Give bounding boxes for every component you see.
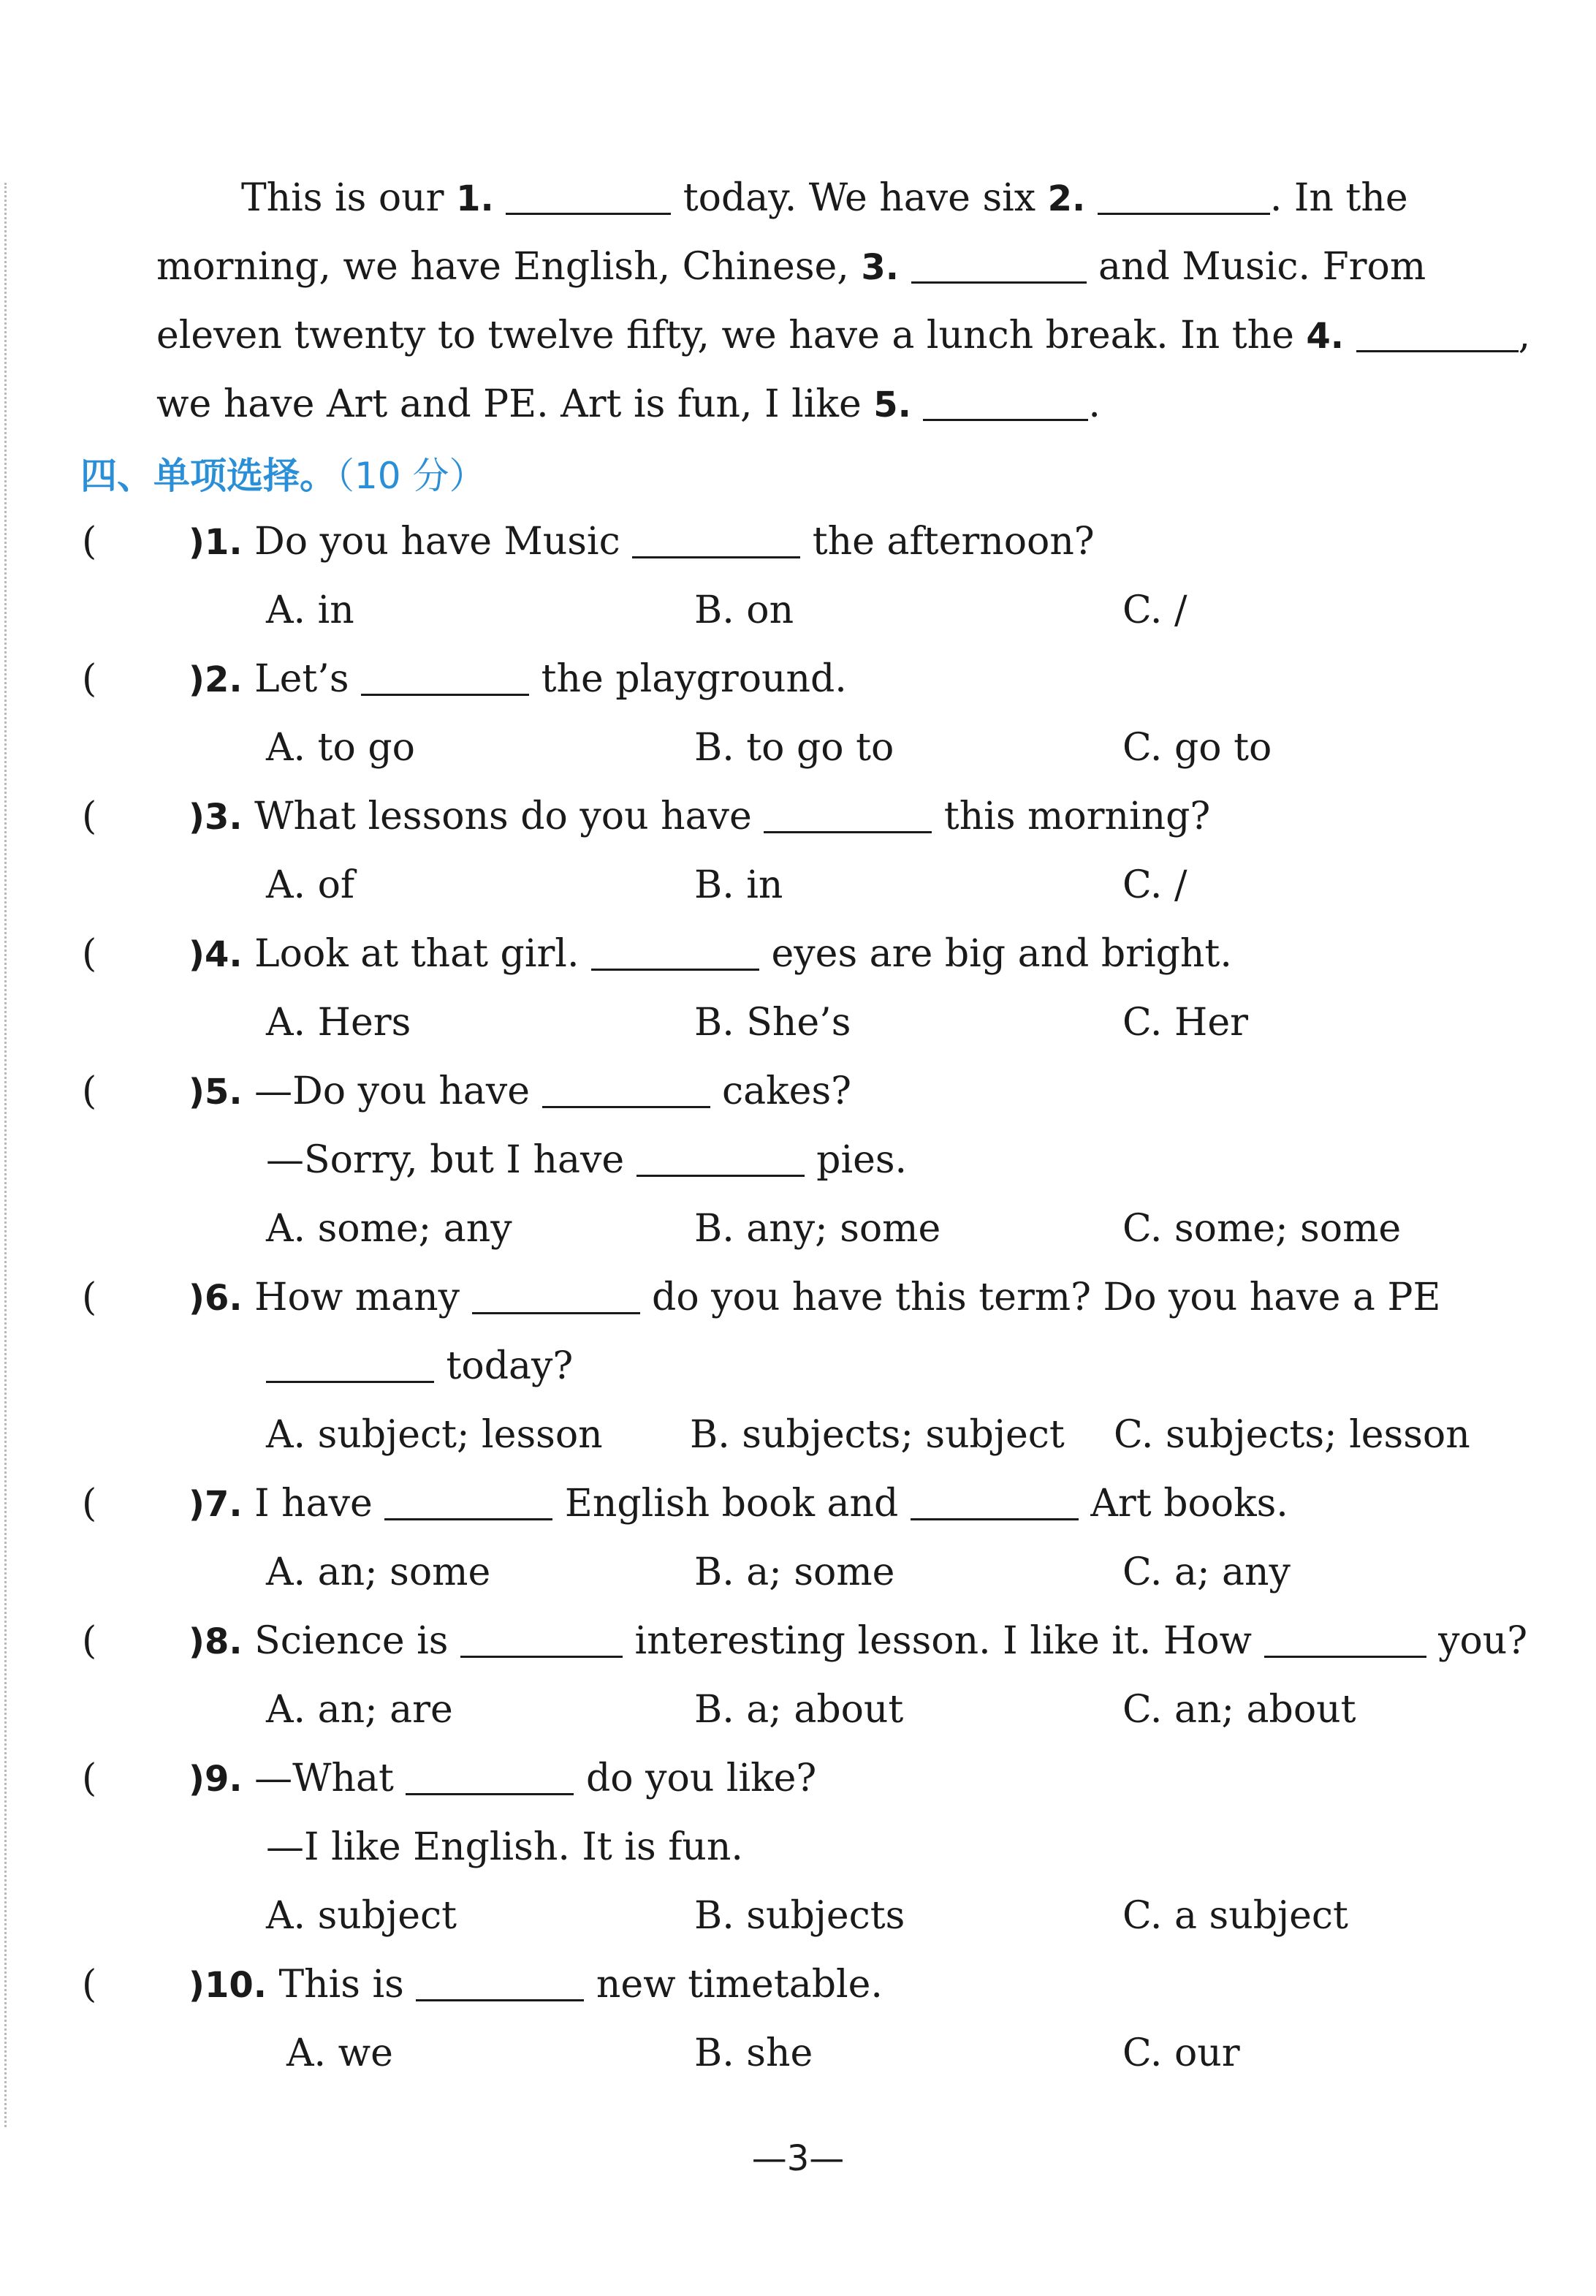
blank-number-5: 5.	[873, 384, 911, 425]
option-a: A. we	[286, 2031, 393, 2075]
option-c: C. a subject	[1122, 1894, 1348, 1938]
answer-paren-1[interactable]: (	[82, 520, 97, 564]
question-number: )4.	[189, 934, 243, 975]
question-blank[interactable]	[911, 1482, 1079, 1520]
passage-text: ,	[1518, 314, 1531, 357]
question-blank[interactable]	[416, 1963, 584, 2001]
option-b: B. any; some	[694, 1207, 941, 1251]
question-5	[189, 1067, 851, 1115]
question-stem: —I like English. It is fun.	[266, 1825, 743, 1869]
passage-blank-2[interactable]	[1098, 176, 1270, 215]
question-5-line-2	[266, 1136, 907, 1184]
option-a: A. Hers	[266, 1001, 411, 1045]
question-stem: Science is	[254, 1619, 461, 1663]
passage-text: and Music. From	[1086, 245, 1426, 289]
option-a: A. some; any	[266, 1207, 512, 1251]
passage-text: morning, we have English, Chinese,	[156, 245, 862, 289]
blank-number-3: 3.	[861, 247, 899, 288]
option-c: C. go to	[1122, 726, 1272, 770]
option-c: C. our	[1122, 2031, 1240, 2075]
question-number: )5.	[189, 1072, 243, 1113]
question-stem: interesting lesson. I like it. How	[623, 1619, 1264, 1663]
question-3	[189, 792, 1210, 841]
answer-paren-4[interactable]: (	[82, 932, 97, 976]
answer-paren-7[interactable]: (	[82, 1482, 97, 1526]
option-a: A. subject	[266, 1894, 457, 1938]
question-blank[interactable]	[472, 1276, 640, 1314]
option-a: A. an; some	[266, 1550, 491, 1594]
option-c: C. an; about	[1122, 1688, 1356, 1732]
question-9	[189, 1754, 816, 1803]
passage-text: eleven twenty to twelve fifty, we have a lunch break. In the	[156, 314, 1307, 357]
option-b: B. she	[694, 2031, 813, 2075]
question-stem: —Do you have	[254, 1069, 542, 1113]
option-a: A. an; are	[266, 1688, 453, 1732]
option-c: C. subjects; lesson	[1114, 1413, 1470, 1457]
question-stem: Do you have Music	[254, 520, 633, 564]
passage-text: This is our	[241, 176, 457, 220]
question-blank[interactable]	[1264, 1619, 1426, 1658]
question-stem: new timetable.	[584, 1963, 883, 2007]
passage-blank-1[interactable]	[506, 176, 671, 215]
question-stem: Art books.	[1078, 1482, 1288, 1526]
question-stem: eyes are big and bright.	[759, 932, 1232, 976]
option-c: C. Her	[1122, 1001, 1248, 1045]
question-number: )10.	[189, 1965, 267, 2006]
question-stem: pies.	[804, 1138, 908, 1182]
option-b: B. a; some	[694, 1550, 895, 1594]
passage-blank-4[interactable]	[1356, 314, 1519, 352]
passage-line-3	[156, 311, 1530, 360]
passage-blank-5[interactable]	[923, 382, 1088, 421]
question-7	[189, 1479, 1288, 1528]
question-10	[189, 1960, 883, 2009]
passage-line-1	[241, 174, 1408, 222]
option-c: C. a; any	[1122, 1550, 1291, 1594]
question-8	[189, 1617, 1527, 1665]
question-stem: I have	[254, 1482, 385, 1526]
option-c: C. some; some	[1122, 1207, 1402, 1251]
section-points: （10 分）	[336, 455, 486, 497]
blank-number-4: 4.	[1306, 316, 1345, 357]
question-stem: —What	[254, 1757, 406, 1800]
question-stem: do you like?	[574, 1757, 817, 1800]
section-title: 四、单项选择。	[80, 455, 336, 497]
option-b: B. subjects	[694, 1894, 905, 1938]
question-stem: today?	[434, 1344, 574, 1388]
question-blank[interactable]	[266, 1344, 434, 1383]
question-stem: do you have this term? Do you have a PE	[639, 1276, 1441, 1319]
question-stem: This is	[278, 1963, 417, 2007]
question-stem: cakes?	[710, 1069, 852, 1113]
passage-blank-3[interactable]	[911, 245, 1087, 284]
question-number: )1.	[189, 522, 243, 563]
question-stem: the afternoon?	[800, 520, 1095, 564]
question-blank[interactable]	[406, 1757, 574, 1795]
answer-paren-3[interactable]: (	[82, 795, 97, 838]
binding-margin-dotted-line	[4, 183, 7, 2127]
question-stem: English book and	[552, 1482, 911, 1526]
section-heading	[80, 452, 486, 500]
question-2	[189, 655, 847, 703]
question-stem: How many	[254, 1276, 472, 1319]
question-blank[interactable]	[636, 1138, 805, 1177]
question-stem: this morning?	[932, 795, 1211, 838]
question-blank[interactable]	[632, 520, 800, 558]
answer-paren-6[interactable]: (	[82, 1276, 97, 1319]
question-4	[189, 930, 1232, 978]
option-b: B. subjects; subject	[690, 1413, 1065, 1457]
question-stem: What lessons do you have	[254, 795, 764, 838]
option-c: C. /	[1122, 588, 1188, 632]
question-stem: Let’s	[254, 657, 362, 701]
question-blank[interactable]	[591, 932, 759, 971]
option-b: B. She’s	[694, 1001, 851, 1045]
passage-line-2	[156, 243, 1426, 291]
passage-text: we have Art and PE. Art is fun, I like	[156, 382, 874, 426]
answer-paren-2[interactable]: (	[82, 657, 97, 701]
option-a: A. of	[266, 863, 355, 907]
question-number: )9.	[189, 1759, 243, 1800]
question-6-line-2	[266, 1342, 573, 1390]
question-blank[interactable]	[384, 1482, 552, 1520]
question-6	[189, 1273, 1440, 1322]
question-1	[189, 518, 1095, 566]
page-number: —3—	[751, 2138, 845, 2179]
option-a: A. in	[266, 588, 354, 632]
option-b: B. to go to	[694, 726, 894, 770]
question-stem: —Sorry, but I have	[266, 1138, 636, 1182]
blank-number-1: 1.	[456, 178, 494, 219]
blank-number-2: 2.	[1047, 178, 1086, 219]
question-blank[interactable]	[764, 795, 932, 833]
option-a: A. to go	[266, 726, 415, 770]
option-b: B. in	[694, 863, 783, 907]
question-number: )2.	[189, 659, 243, 700]
question-blank[interactable]	[361, 657, 529, 696]
question-stem: Look at that girl.	[254, 932, 591, 976]
passage-text: . In the	[1269, 176, 1408, 220]
passage-line-4	[156, 380, 1101, 428]
question-number: )7.	[189, 1484, 243, 1525]
question-blank[interactable]	[460, 1619, 623, 1658]
answer-paren-8[interactable]: (	[82, 1619, 97, 1663]
option-b: B. on	[694, 588, 794, 632]
question-number: )8.	[189, 1621, 243, 1662]
question-stem: the playground.	[529, 657, 847, 701]
question-9-line-2	[266, 1823, 743, 1871]
question-blank[interactable]	[542, 1069, 710, 1108]
option-c: C. /	[1122, 863, 1188, 907]
passage-text: today. We have six	[671, 176, 1048, 220]
answer-paren-5[interactable]: (	[82, 1069, 97, 1113]
answer-paren-10[interactable]: (	[82, 1963, 97, 2007]
passage-text: .	[1088, 382, 1101, 426]
question-number: )3.	[189, 797, 243, 838]
question-stem: you?	[1426, 1619, 1528, 1663]
answer-paren-9[interactable]: (	[82, 1757, 97, 1800]
option-b: B. a; about	[694, 1688, 904, 1732]
option-a: A. subject; lesson	[266, 1413, 603, 1457]
question-number: )6.	[189, 1278, 243, 1319]
